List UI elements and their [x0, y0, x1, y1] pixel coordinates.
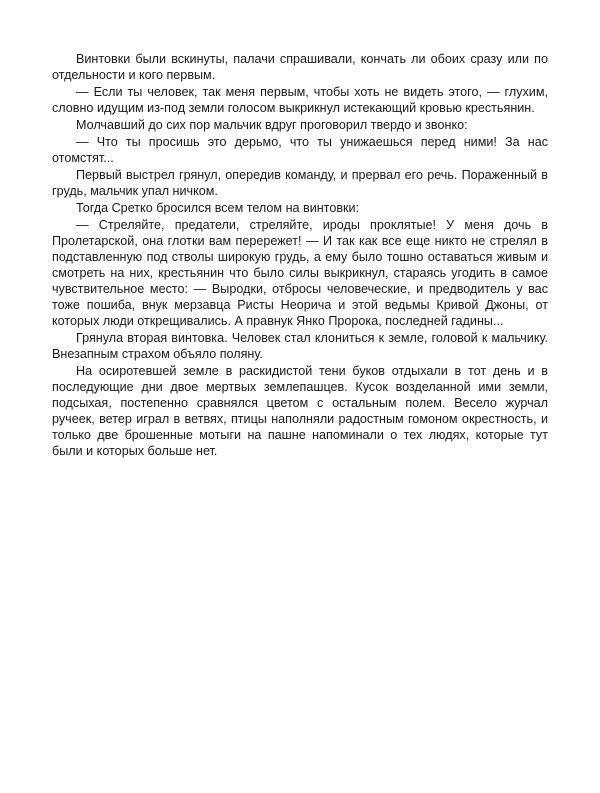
- paragraph: Тогда Сретко бросился всем телом на винтовки:: [76, 201, 360, 215]
- document-page: [52, 51, 548, 460]
- paragraph: — Что ты просишь это дерьмо, что ты унижаешься перед ними! За нас отомстят...: [52, 135, 548, 165]
- paragraph: — Стреляйте, предатели, стреляйте, ироды проклятые! У меня дочь в Пролетарской, она глотки вам перережет! — И так как все еще никто не стрелял в подставленную под стволы широкую грудь, а ему было тошно оставаться живым и смотреть на них, крестьянин что было силы выкрикнул, стараясь угодить в самое чувствительное место: — Выродки, отбросы человеческие, и предводитель у вас тоже пошиба, внук мерзавца Ристы Неорича и этой ведьмы Кривой Джоны, от которых люди открещивались. А правнук Янко Пророка, последней гадины...: [52, 218, 548, 328]
- paragraph: На осиротевшей земле в раскидистой тени буков отдыхали в тот день и в последующие дни двое мертвых землепашцев. Кусок возделанной ими земли, подсыхая, постепенно сравнялся цветом с остальным полем. Весело журчал ручеек, ветер играл в ветвях, птицы наполняли радостным гомоном окрестность, и только две брошенные мотыги на пашне напоминали о тех людях, которые тут были и которых больше нет.: [52, 364, 548, 458]
- paragraph: Грянула вторая винтовка. Человек стал клониться к земле, головой к мальчику. Внезапным страхом объяло поляну.: [52, 331, 548, 361]
- paragraph: Винтовки были вскинуты, палачи спрашивали, кончать ли обоих сразу или по отдельности и кого первым.: [52, 52, 548, 82]
- paragraph: — Если ты человек, так меня первым, чтобы хоть не видеть этого, — глухим, словно идущим из-под земли голосом выкрикнул истекающий кровью крестьянин.: [52, 85, 548, 115]
- paragraph: Первый выстрел грянул, опередив команду, и прервал его речь. Пораженный в грудь, мальчик упал ничком.: [52, 168, 548, 198]
- paragraph: Молчавший до сих пор мальчик вдруг проговорил твердо и звонко:: [76, 118, 468, 132]
